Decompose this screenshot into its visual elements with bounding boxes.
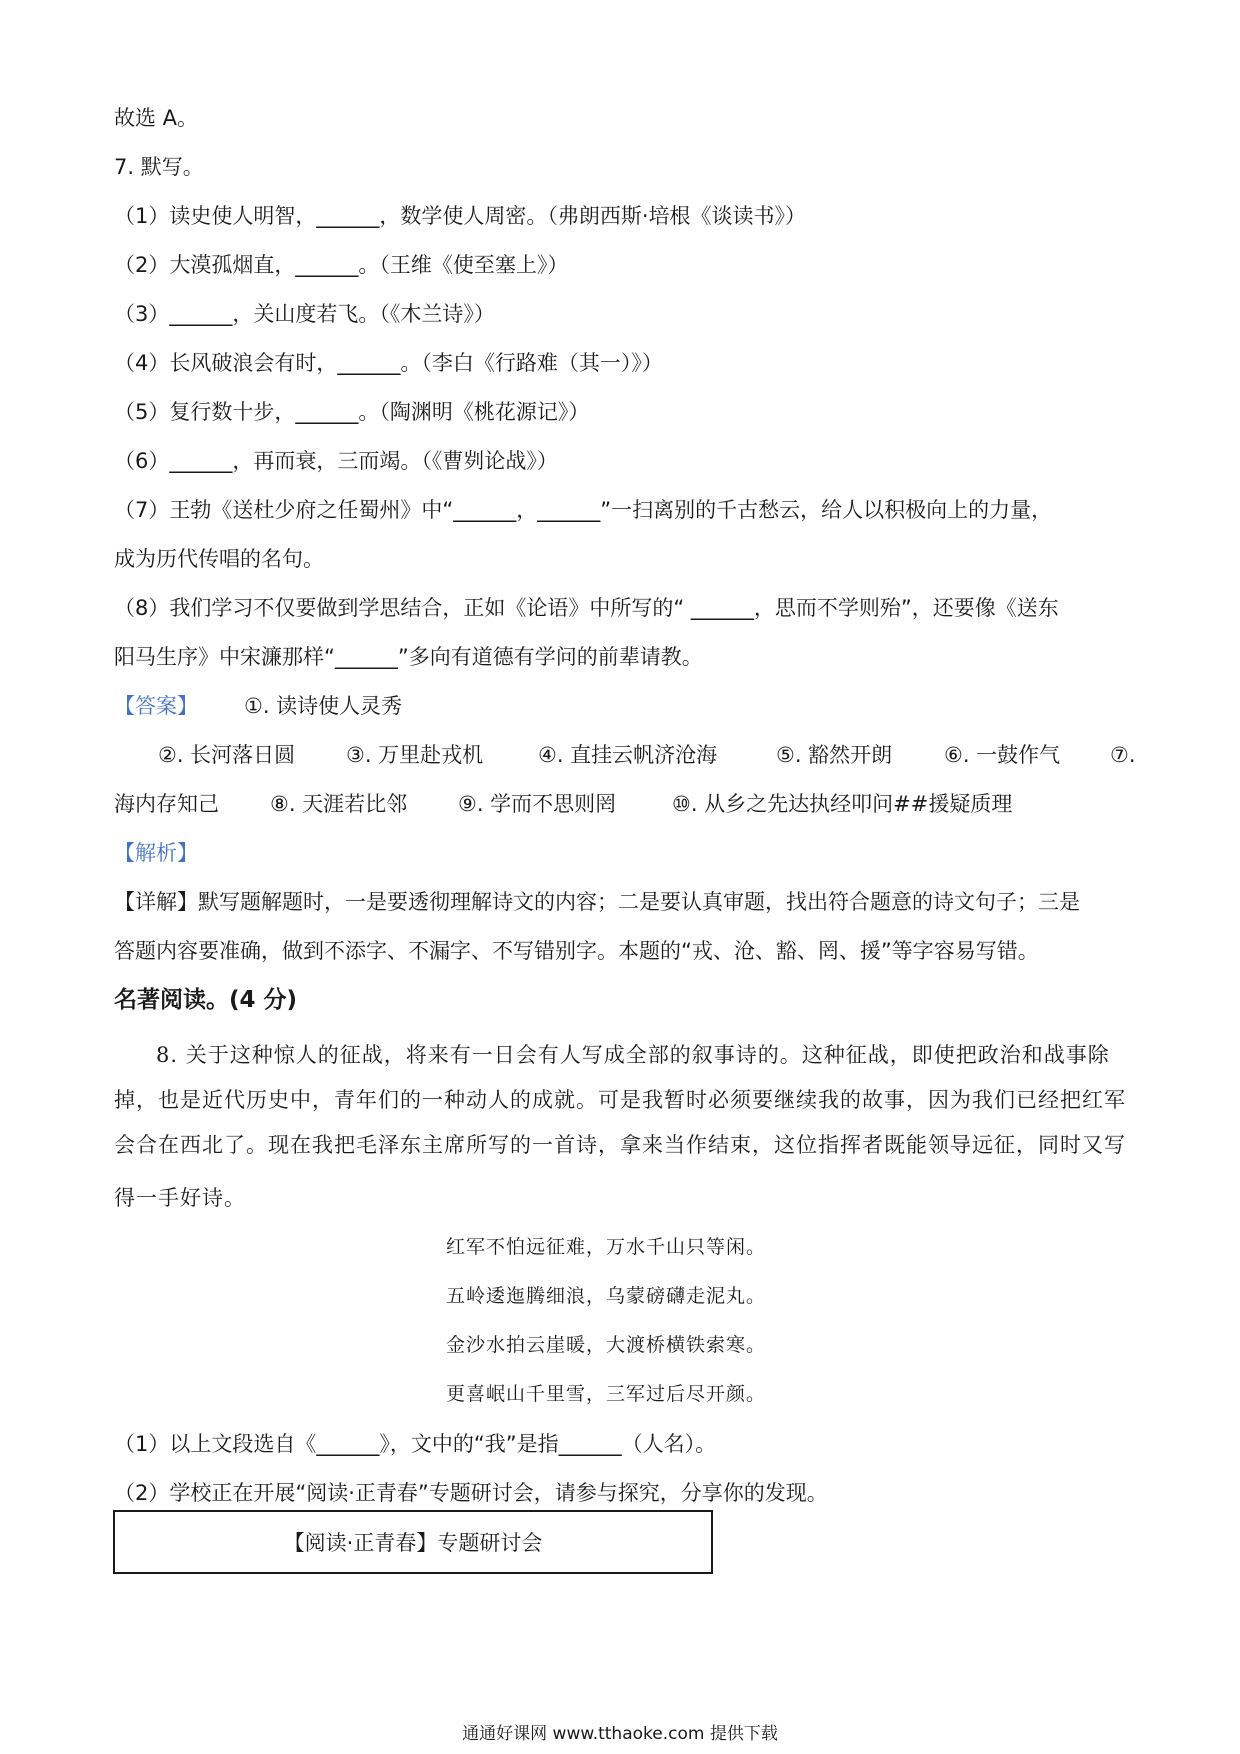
q7-item-4: （4）长风破浪会有时，______。（李白《行路难（其一）》） <box>114 351 663 375</box>
q8-para-2: 掉，也是近代历史中，青年们的一种动人的成就。可是我暂时必须要继续我的故事，因为我们已经把红军 <box>114 1088 1126 1112</box>
q7-item-3: （3）______，关山度若飞。（《木兰诗》） <box>114 302 495 326</box>
q8-para-4: 得一手好诗。 <box>114 1186 246 1210</box>
q8-para-1: 8. 关于这种惊人的征战，将来有一日会有人写成全部的叙事诗的。这种征战，即使把政治和战事除 <box>156 1043 1110 1067</box>
q6-conclusion: 故选 A。 <box>114 106 199 130</box>
answer-tag: 【答案】 <box>114 694 198 718</box>
answer-3: ③. 万里赴戎机 <box>346 743 484 767</box>
q7-item-2: （2）大漠孤烟直，______。（王维《使至塞上》） <box>114 253 569 277</box>
q8-para-3: 会合在西北了。现在我把毛泽东主席所写的一首诗，拿来当作结束，这位指挥者既能领导远征，同时又写 <box>114 1133 1126 1157</box>
q8-sub-1: （1）以上文段选自《______》，文中的“我”是指______（人名）。 <box>114 1432 717 1456</box>
poem-line-3: 金沙水拍云崖暖，大渡桥横铁索寒。 <box>446 1334 767 1356</box>
answer-5: ⑤. 豁然开朗 <box>776 743 893 767</box>
answer-7: 海内存知己 <box>114 792 219 816</box>
answer-8: ⑧. 天涯若比邻 <box>270 792 408 816</box>
footer: 通通好课网 www.tthaoke.com 提供下载 <box>462 1724 778 1744</box>
answer-10: ⑩. 从乡之先达执经叩问##援疑质理 <box>672 792 1013 816</box>
answer-7-marker: ⑦. <box>1110 743 1136 767</box>
q8-sub-2: （2）学校正在开展“阅读·正青春”专题研讨会，请参与探究，分享你的发现。 <box>114 1481 828 1505</box>
section-heading: 名著阅读。(4 分) <box>114 987 298 1013</box>
q7-item-7-cont: 成为历代传唱的名句。 <box>114 547 324 571</box>
q7-item-7: （7）王勃《送杜少府之任蜀州》中“______，______”一扫离别的千古愁云，给人以积极向上的力量， <box>114 498 1053 522</box>
poem-line-2: 五岭逶迤腾细浪，乌蒙磅礴走泥丸。 <box>446 1285 767 1307</box>
poem-line-4: 更喜岷山千里雪，三军过后尽开颜。 <box>446 1383 767 1405</box>
answer-2: ②. 长河落日圆 <box>158 743 296 767</box>
analysis-tag: 【解析】 <box>114 841 198 865</box>
q7-item-5: （5）复行数十步，______。（陶渊明《桃花源记》） <box>114 400 590 424</box>
q7-title: 7. 默写。 <box>114 155 204 179</box>
answer-1: ①. 读诗使人灵秀 <box>244 694 403 718</box>
seminar-box-title: 【阅读·正青春】专题研讨会 <box>283 1531 543 1555</box>
answer-4: ④. 直挂云帆济沧海 <box>538 743 718 767</box>
detail-line-1: 【详解】默写题解题时，一是要透彻理解诗文的内容；二是要认真审题，找出符合题意的诗文句子；三是 <box>114 890 1080 914</box>
q7-item-8-cont: 阳马生序》中宋濂那样“______”多向有道德有学问的前辈请教。 <box>114 645 703 669</box>
detail-line-2: 答题内容要准确，做到不添字、不漏字、不写错别字。本题的“戎、沧、豁、罔、援”等字容易写错。 <box>114 939 1039 963</box>
q7-item-1: （1）读史使人明智，______，数学使人周密。（弗朗西斯·培根《谈读书》） <box>114 204 807 228</box>
seminar-box <box>113 1510 713 1574</box>
answer-6: ⑥. 一鼓作气 <box>944 743 1061 767</box>
answer-9: ⑨. 学而不思则罔 <box>458 792 617 816</box>
q7-item-6: （6）______，再而衰，三而竭。（《曹刿论战》） <box>114 449 558 473</box>
q7-item-8: （8）我们学习不仅要做到学思结合，正如《论语》中所写的“ ______，思而不学则殆”，还要像《送东 <box>114 596 1059 620</box>
poem-line-1: 红军不怕远征难，万水千山只等闲。 <box>446 1236 767 1258</box>
